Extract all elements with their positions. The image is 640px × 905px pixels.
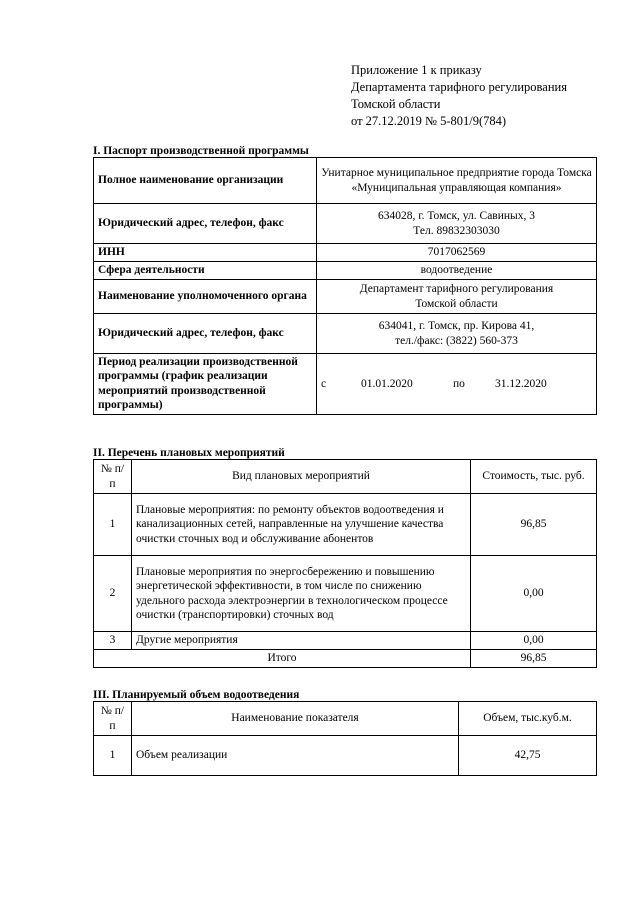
address-line: 634041, г. Томск, пр. Кирова 41, — [378, 320, 535, 333]
cell-num: 1 — [94, 736, 132, 776]
volume-table — [93, 701, 597, 776]
measures-header-row — [94, 460, 597, 494]
total-value: 96,85 — [471, 650, 597, 668]
cell-name: Плановые мероприятия: по ремонту объектов водоотведения и канализационных сетей, направленные на улучшение качества очистки сточных вод и обслуживание абонентов — [132, 494, 471, 556]
period-from-date: 01.01.2020 — [361, 377, 413, 390]
cell-name: Плановые мероприятия по энергосбережению и повышению энергетической эффективности, в том числе по снижению удельного расхода электроэнергии в технологическом процессе очистки (транспортировки) сточных вод — [132, 556, 471, 632]
header-name: Вид плановых мероприятий — [132, 460, 471, 494]
row-value — [317, 314, 597, 354]
total-row — [94, 650, 597, 668]
passport-row-period — [94, 354, 597, 415]
period-range — [321, 377, 592, 391]
table-row — [94, 494, 597, 556]
appendix-line-2: Департамента тарифного регулирования — [351, 80, 567, 94]
row-value: Унитарное муниципальное предприятие города Томска «Муниципальная управляющая компания» — [317, 158, 597, 204]
appendix-line-3: Томской области — [351, 97, 441, 111]
appendix-line-4: от 27.12.2019 № 5-801/9(784) — [351, 114, 507, 128]
passport-table — [93, 157, 597, 415]
cell-cost: 0,00 — [471, 632, 597, 650]
section-1-title: I. Паспорт производственной программы — [93, 145, 309, 157]
phone-line: тел./факс: (3822) 560-373 — [395, 334, 518, 347]
cell-volume: 42,75 — [459, 736, 597, 776]
row-label: Период реализации производственной программы (график реализации мероприятий производственной программы) — [94, 354, 317, 415]
cell-name: Объем реализации — [132, 736, 459, 776]
cell-cost: 0,00 — [471, 556, 597, 632]
header-num: № п/п — [94, 460, 132, 494]
table-row — [94, 736, 597, 776]
measures-table — [93, 459, 597, 668]
cell-name: Другие мероприятия — [132, 632, 471, 650]
passport-row-authority — [94, 280, 597, 314]
row-label: Полное наименование организации — [94, 158, 317, 204]
phone-line: Тел. 89832303030 — [413, 224, 500, 237]
passport-row-sphere — [94, 262, 597, 280]
row-value — [317, 354, 597, 415]
appendix-block — [351, 62, 631, 130]
row-label: Юридический адрес, телефон, факс — [94, 204, 317, 244]
cell-num: 3 — [94, 632, 132, 650]
authority-line-1: Департамент тарифного регулирования — [359, 283, 554, 296]
period-from-word: с — [321, 377, 327, 390]
passport-row-inn — [94, 244, 597, 262]
cell-num: 1 — [94, 494, 132, 556]
cell-num: 2 — [94, 556, 132, 632]
row-label: Наименование уполномоченного органа — [94, 280, 317, 314]
table-row — [94, 632, 597, 650]
row-label: Юридический адрес, телефон, факс — [94, 314, 317, 354]
row-label: ИНН — [94, 244, 317, 262]
header-volume: Объем, тыс.куб.м. — [459, 702, 597, 736]
row-value — [317, 280, 597, 314]
address-line: 634028, г. Томск, ул. Савиных, 3 — [377, 210, 536, 223]
header-name: Наименование показателя — [132, 702, 459, 736]
section-3-title: III. Планируемый объем водоотведения — [93, 689, 300, 701]
authority-line-2: Томской области — [415, 297, 498, 310]
volume-header-row — [94, 702, 597, 736]
section-2-title: II. Перечень плановых мероприятий — [93, 447, 285, 459]
total-label: Итого — [94, 650, 471, 668]
appendix-line-1: Приложение 1 к приказу — [351, 63, 482, 77]
row-value — [317, 204, 597, 244]
period-to-date: 31.12.2020 — [495, 377, 547, 390]
table-row — [94, 556, 597, 632]
passport-row-legal-address — [94, 204, 597, 244]
cell-cost: 96,85 — [471, 494, 597, 556]
period-to-word: по — [453, 377, 465, 390]
passport-row-authority-address — [94, 314, 597, 354]
row-label: Сфера деятельности — [94, 262, 317, 280]
header-cost: Стоимость, тыс. руб. — [471, 460, 597, 494]
passport-row-full-name — [94, 158, 597, 204]
row-value: 7017062569 — [317, 244, 597, 262]
row-value: водоотведение — [317, 262, 597, 280]
header-num: № п/п — [94, 702, 132, 736]
